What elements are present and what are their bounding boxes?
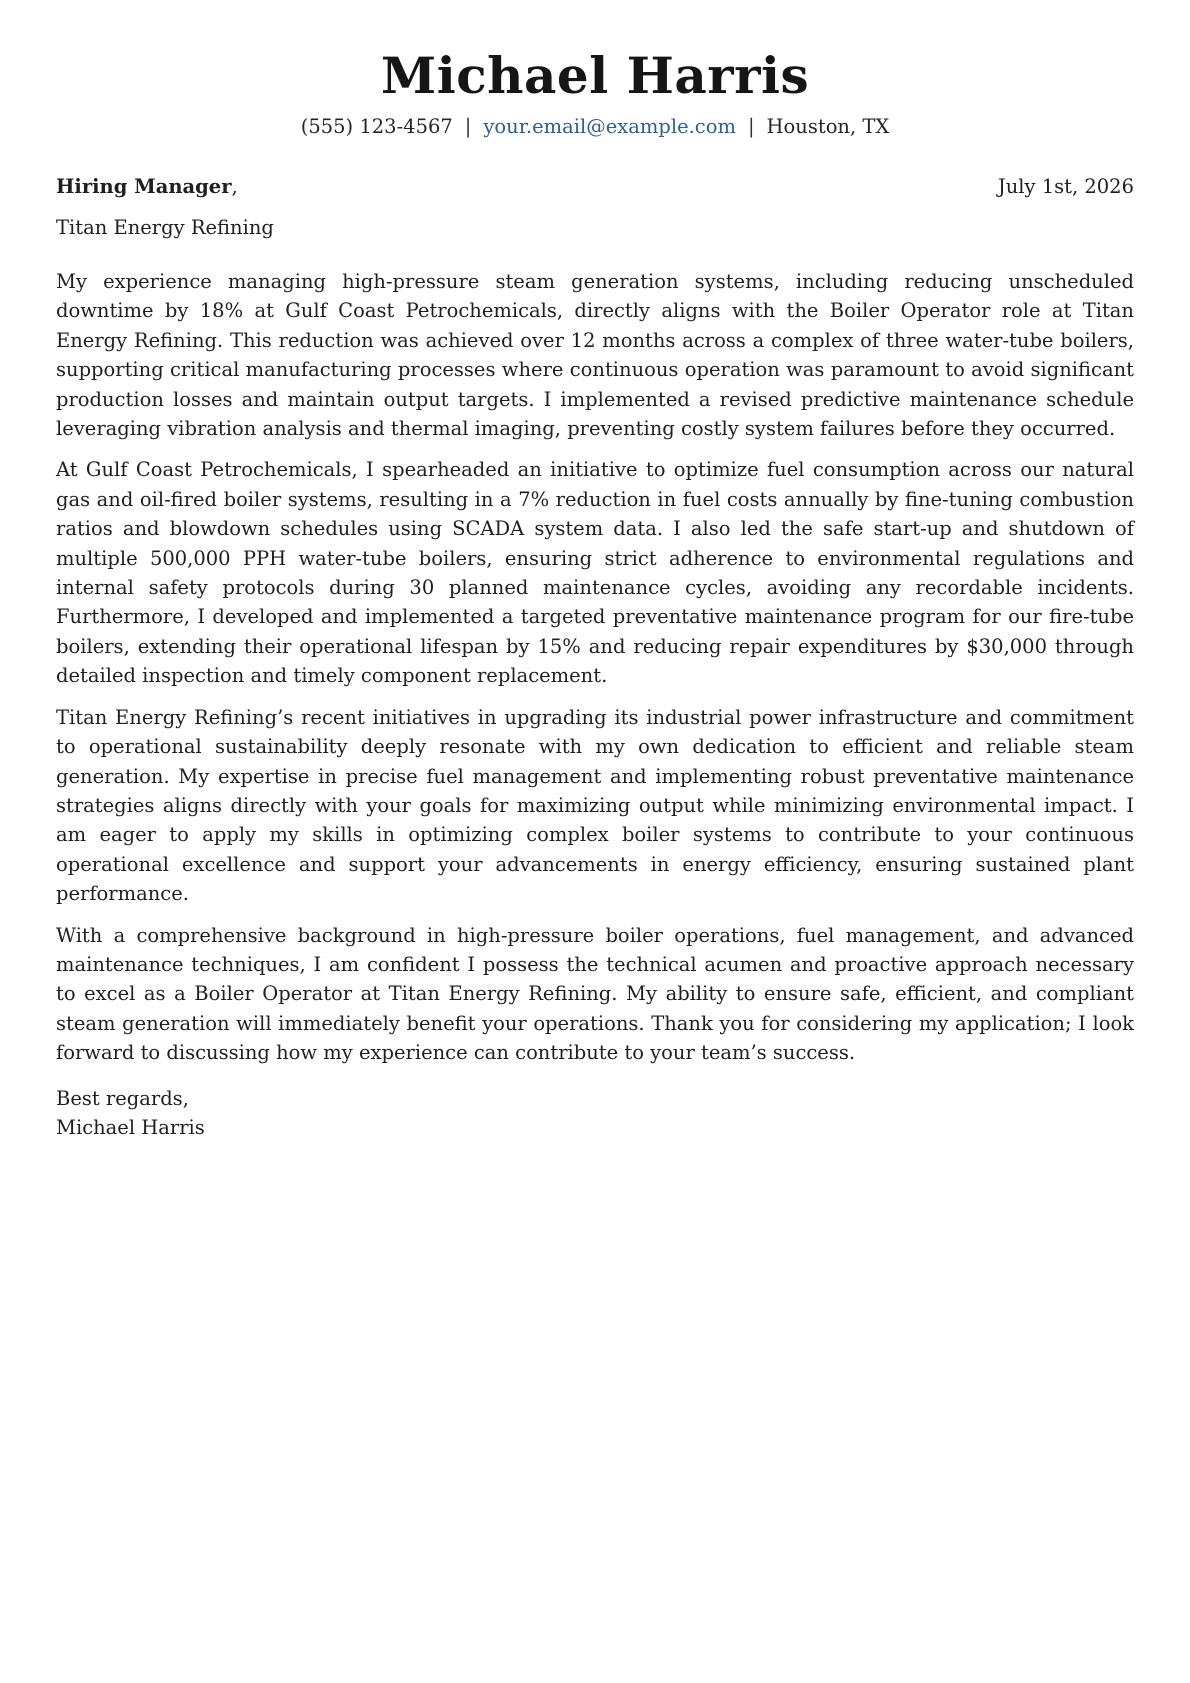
body-paragraph: My experience managing high-pressure steam generation systems, including reducing unscheduled downtime by 18% at Gulf Coast Petrochemicals, directly aligns with the Boiler Operator role at Titan Energy Refining. This reduction was achieved over 12 months across a complex of three water-tube boilers, supporting critical manufacturing processes where continuous operation was paramount to avoid significant production losses and maintain output targets. I implemented a revised predictive maintenance schedule leveraging vibration analysis and thermal imaging, preventing costly system failures before they occurred.: [56, 270, 1134, 441]
recipient-company: Titan Energy Refining: [56, 216, 274, 239]
contact-line: [56, 114, 1134, 140]
letter-date: July 1st, 2026: [997, 175, 1134, 198]
letter-closing: [56, 1084, 1134, 1142]
phone-number: (555) 123-4567: [300, 115, 453, 138]
contact-separator: |: [747, 115, 755, 138]
closing-salutation: Best regards,: [56, 1086, 189, 1110]
body-paragraph: With a comprehensive background in high-pressure boiler operations, fuel management, and advanced maintenance techniques, I am confident I possess the technical acumen and proactive approach necessary to excel as a Boiler Operator at Titan Energy Refining. My ability to ensure safe, efficient, and compliant steam generation will immediately benefit your operations. Thank you for considering my application; I look forward to discussing how my experience can contribute to your team’s success.: [56, 923, 1134, 1065]
letter-header: [56, 0, 1134, 140]
letter-body: [56, 267, 1134, 1068]
location: Houston, TX: [766, 115, 890, 138]
signature-name: Michael Harris: [56, 1115, 205, 1139]
applicant-name: Michael Harris: [380, 46, 810, 105]
recipient-greeting: [56, 174, 238, 200]
body-paragraph: Titan Energy Refining’s recent initiatives in upgrading its industrial power infrastructure and commitment to operational sustainability deeply resonate with my own dedication to efficient and reliable steam generation. My expertise in precise fuel management and implementing robust preventative maintenance strategies aligns directly with your goals for maximizing output while minimizing environmental impact. I am eager to apply my skills in optimizing complex boiler systems to contribute to your continuous operational excellence and support your advancements in energy efficiency, ensuring sustained plant performance.: [56, 705, 1134, 906]
cover-letter-page: [56, 0, 1134, 1142]
contact-separator: |: [464, 115, 472, 138]
body-paragraph: At Gulf Coast Petrochemicals, I spearheaded an initiative to optimize fuel consumption across our natural gas and oil-fired boiler systems, resulting in a 7% reduction in fuel costs annually by fine-tuning combustion ratios and blowdown schedules using SCADA system data. I also led the safe start-up and shutdown of multiple 500,000 PPH water-tube boilers, ensuring strict adherence to environmental regulations and internal safety protocols during 30 planned maintenance cycles, avoiding any recordable incidents. Furthermore, I developed and implemented a targeted preventative maintenance program for our fire-tube boilers, extending their operational lifespan by 15% and reducing repair expenditures by $30,000 through detailed inspection and timely component replacement.: [56, 458, 1134, 688]
recipient-name: Hiring Manager: [56, 175, 232, 198]
recipient-name-suffix: ,: [231, 175, 238, 198]
recipient-date-row: [56, 174, 1134, 200]
email-link[interactable]: your.email@example.com: [483, 115, 736, 138]
